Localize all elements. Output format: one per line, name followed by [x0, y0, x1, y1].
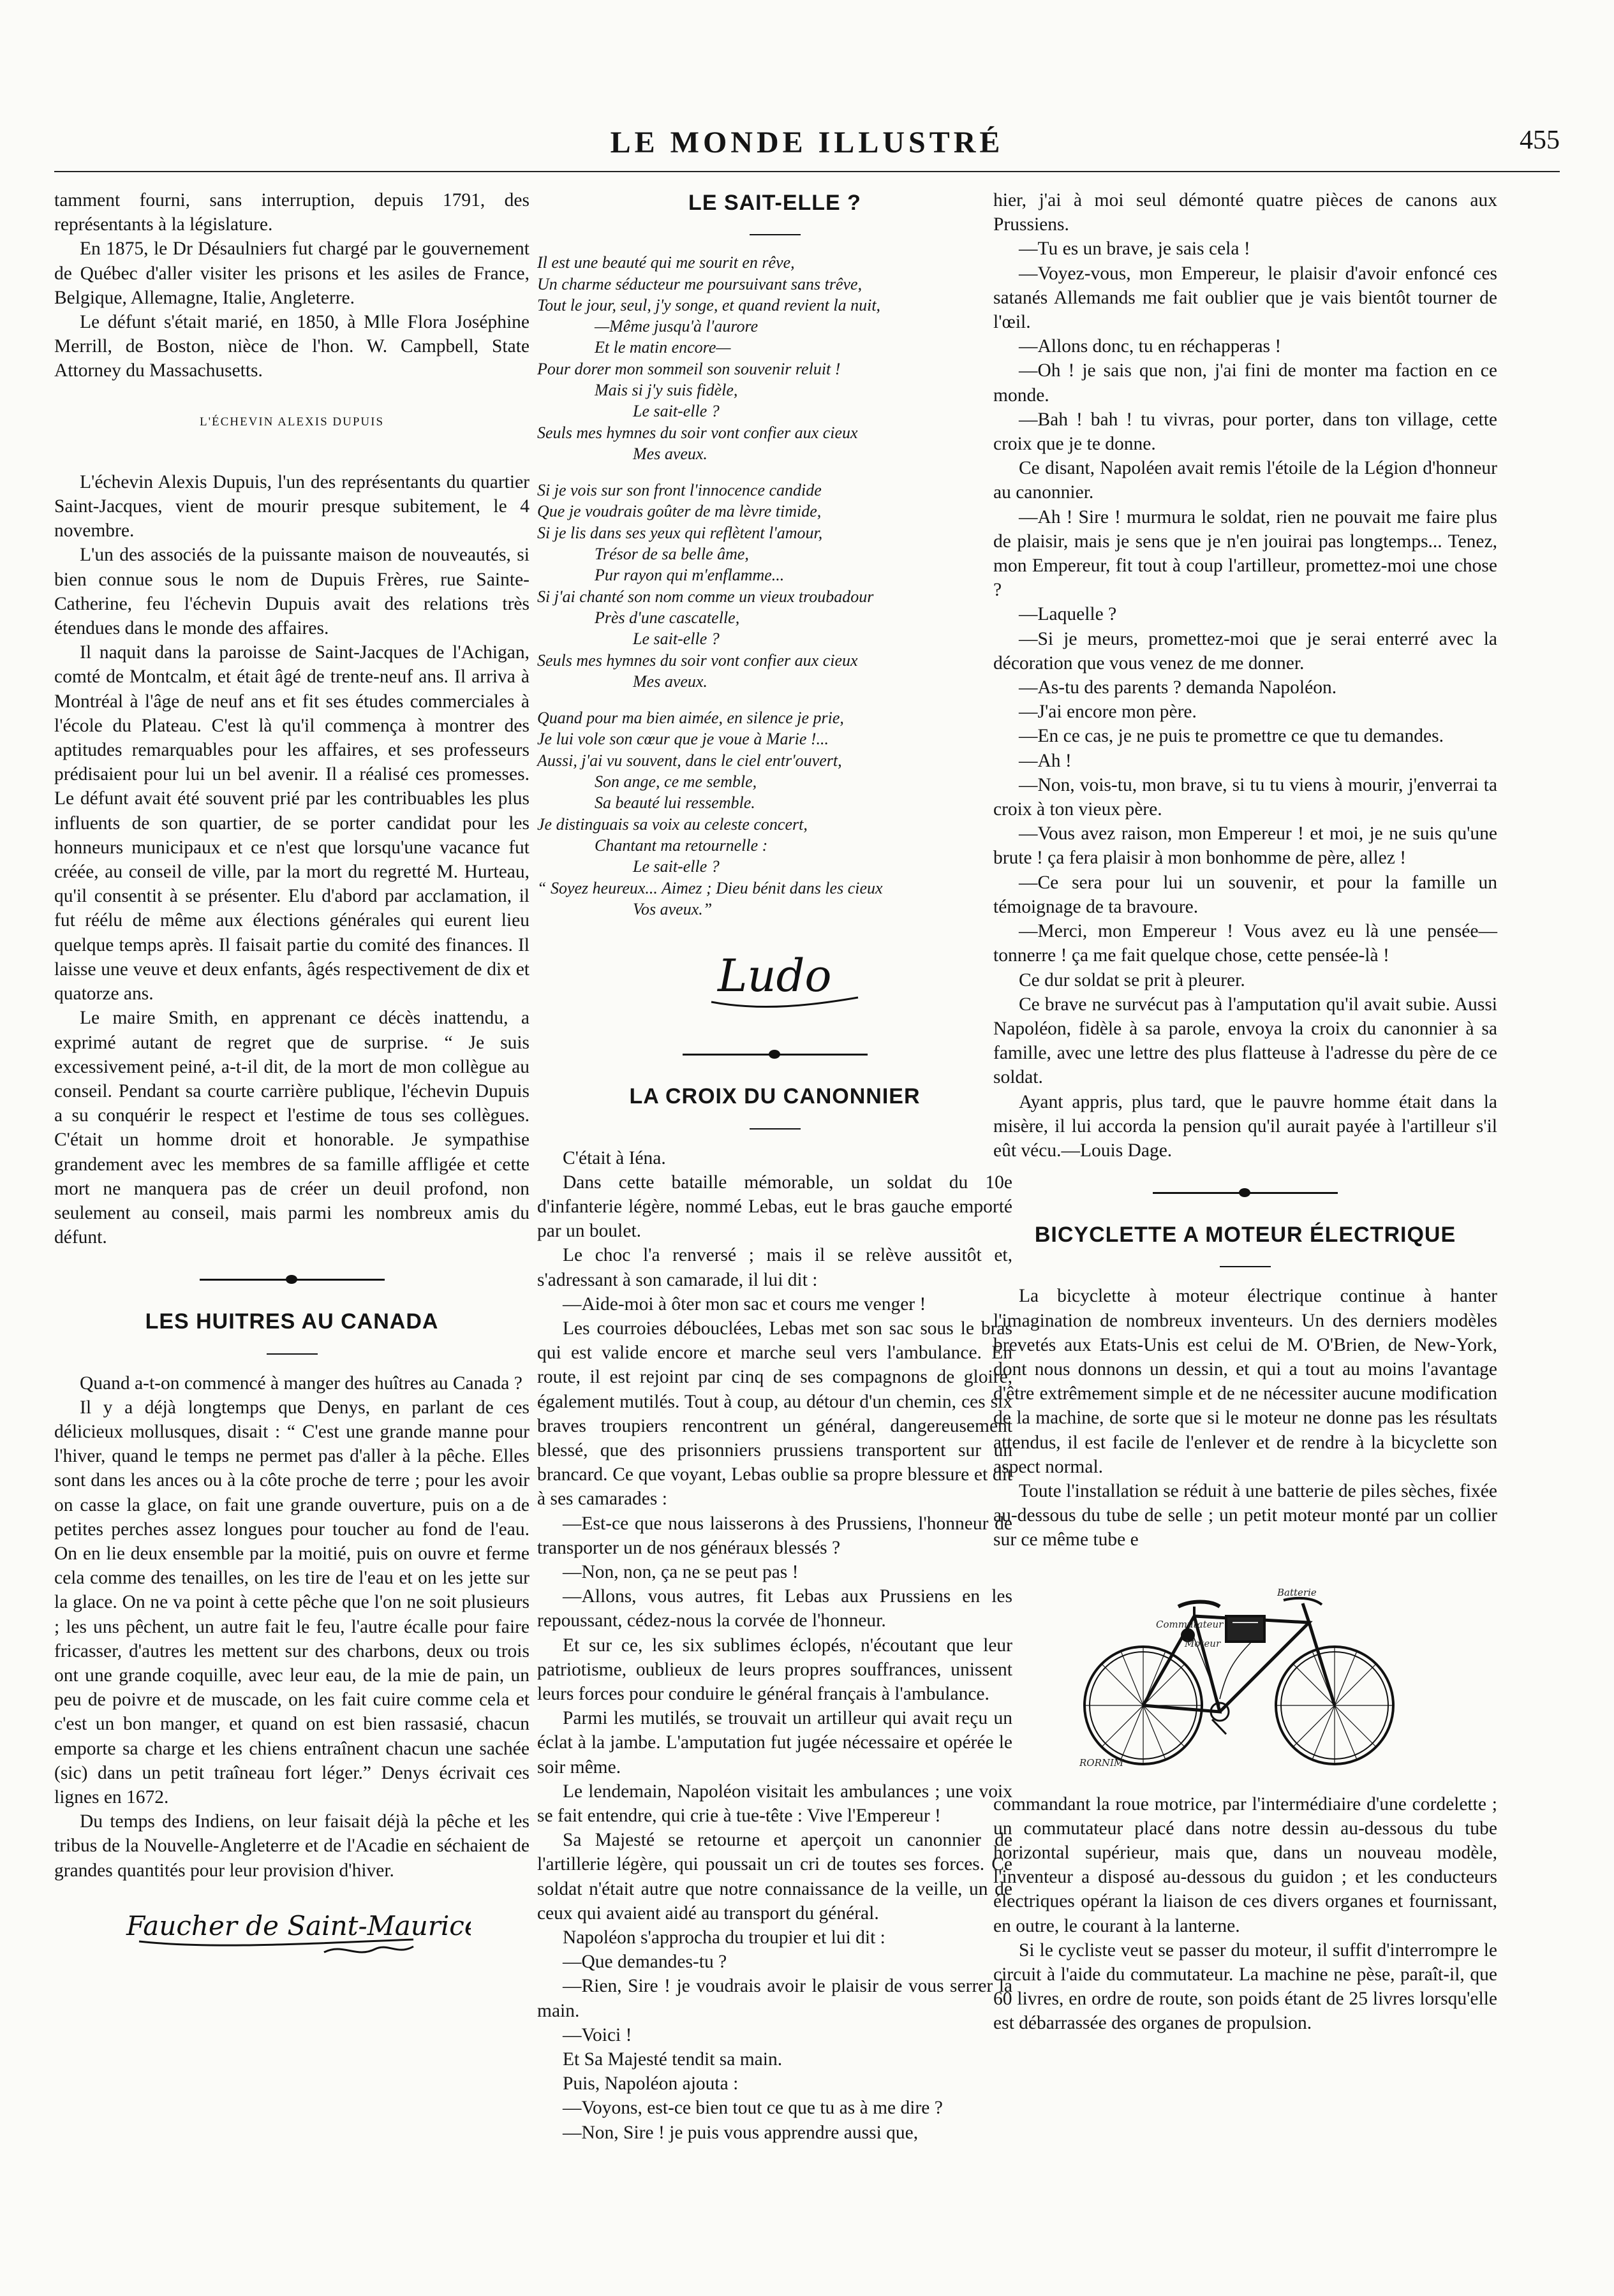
paragraph: C'était à Iéna.	[563, 1147, 666, 1168]
paragraph: Il y a déjà longtemps que Denys, en parlant de ces délicieux mollusques, disait : “ C'est une grande manne pour l'hiver, quand le temps ne permet pas d'aller à la pêche. Elles sont dans les ances ou à la côte proche de terre ; pour les avoir on casse la glace, on fait une grande ouverture, puis on a de petites perches assez longues pour toucher au fond de l'eau. On en lie deux ensemble par la moitié, puis on ouvre et ferme cela comme des tenailles, on les tire de l'eau et on les jette sur la glace. On ne va point à cette pêche que l'on ne soit plusieurs ; les uns pêchent, un autre fait le feu, l'autre écalle pour faire fricasser, d'autres les mettent sur des charbons, deux ou trois ont une grande coquille, avec leur eau, de la mie de pain, un peu de poivre et de muscade, on les fait cuire comme cela et c'est un bon manger, et quand on est bien rassasié, chacun emporte sa charge et les chiens entraînent chacun une sachée (sic) dans un petit traîneau fort léger.” Denys écrivait ces lignes en 1672.	[54, 1397, 529, 1807]
paragraph: tamment fourni, sans interruption, depuis 1791, des représentants à la législature.	[54, 190, 529, 235]
paragraph: —Voici !	[563, 2024, 632, 2045]
paragraph: Si le cycliste veut se passer du moteur, il suffit d'interrompre le circuit à l'aide du commutateur. La machine ne pèse, paraît-il, que 60 livres, en ordre de route, son poids étant de 25 livres lorsqu'elle est débarrassée des organes de propulsion.	[993, 1939, 1497, 2034]
paragraph: Les courroies débouclées, Lebas met son sac sous le bras qui est valide encore et marche seul vers l'ambulance. En route, il est rejoint par cinq de ses compagnons de gloire, également mutilés. Tout à coup, au détour d'un chemin, ces six braves troupiers rencontrent un général, dangereusement blessé, que des prisonniers prussiens transportent sur un brancard. Ce que voyant, Lebas oublie sa propre blessure et dit à ses camarades :	[537, 1318, 1012, 1510]
column-3	[993, 188, 1497, 2036]
poem-stanza	[537, 480, 1012, 692]
paragraph: —Allons, vous autres, fit Lebas aux Prussiens en les repoussant, cédez-nous la corvée de l'honneur.	[537, 1586, 1012, 1631]
paragraph: —Allons donc, tu en réchapperas !	[1019, 336, 1282, 357]
paragraph: Puis, Napoléon ajouta :	[563, 2073, 739, 2094]
section-heading: BICYCLETTE A MOTEUR ÉLECTRIQUE	[1034, 1223, 1456, 1247]
paragraph: —Est-ce que nous laisserons à des Prussiens, l'honneur de transporter un de nos généraux blessés ?	[537, 1513, 1012, 1558]
paragraph: —Voyez-vous, mon Empereur, le plaisir d'avoir enfoncé ces satanés Allemands me fait oublier que je vais bientôt tourner de l'œil.	[993, 263, 1497, 333]
label-commutator: Commutateur	[1156, 1618, 1224, 1630]
paragraph: Le maire Smith, en apprenant ce décès inattendu, a exprimé autant de regret que de surprise. “ Je suis excessivement peiné, a-t-il dit, de la mort de mon collègue au conseil. Pendant sa courte carrière publique, l'échevin Dupuis a su conquérir le respect et l'estime de tous ses collègues. C'était un homme droit et honorable. Je sympathise grandement avec les membres de sa famille affligée et cette mort ne manquera pas de créer un deuil profond, non seulement au conseil, mais parmi les nombreux amis du défunt.	[54, 1008, 529, 1248]
paragraph: Il naquit dans la paroisse de Saint-Jacques de l'Achigan, comté de Montcalm, et était âgé de trente-neuf ans. Il arriva à Montréal à l'âge de neuf ans et fit ses études commerciales à l'école du Plateau. C'est là qu'il commença à montrer des aptitudes remarquables pour les affaires, et ses professeurs prédisaient pour lui un bel avenir. Il a réalisé ces promesses. Le défunt avait été souvent prié par les contribuables les plus influents de son quartier, de se porter candidat pour les honneurs municipaux et ce n'est que lorsqu'une vacance fut créée, au conseil de ville, par la mort du regretté M. Hurteau, qu'il consentit à se présenter. Elu d'abord par acclamation, il fut réélu de même aux élections générales qui eurent lieu quelque temps après. Il faisait partie du comité des finances. Il laisse une veuve et deux enfants, âgés respectivement de dix et quatorze ans.	[54, 642, 529, 1004]
poem-line: —Même jusqu'à l'aurore	[595, 317, 759, 336]
poem-line: Si je lis dans ses yeux qui reflètent l'amour,	[537, 523, 823, 542]
paragraph: La bicyclette à moteur électrique continue à hanter l'imagination de nombreux inventeurs. Un des derniers modèles brevetés aux Etats-Unis est celui de M. O'Brien, de New-York, dont nous donnons un dessin, et qui a tout au moins l'avantage d'être extrêmement simple et de ne nécessiter aucune modification de la machine, de sorte que si le moteur ne donne pas les résultats attendus, il est facile de l'enlever et de rendre à la bicyclette son aspect normal.	[993, 1286, 1497, 1477]
page-number: 455	[1520, 126, 1560, 155]
poem-line: Près d'une cascatelle,	[595, 608, 740, 627]
paragraph: Ayant appris, plus tard, que le pauvre homme était dans la misère, il lui accorda la pension qu'il aurait payée à l'artilleur s'il eût vécu.—Louis Dage.	[993, 1091, 1497, 1161]
paragraph: Parmi les mutilés, se trouvait un artilleur qui avait reçu un éclat à la jambe. L'amputation fut jugée nécessaire et opérée le soir même.	[537, 1708, 1012, 1777]
paragraph: L'échevin Alexis Dupuis, l'un des représentants du quartier Saint-Jacques, vient de mourir presque subitement, le 4 novembre.	[54, 471, 529, 541]
ornamental-divider	[200, 1275, 385, 1284]
section-heading: LES HUITRES AU CANADA	[145, 1309, 439, 1334]
paragraph: Ce dur soldat se prit à pleurer.	[1019, 969, 1245, 990]
paragraph: —As-tu des parents ? demanda Napoléon.	[1019, 677, 1337, 698]
poem-line: Il est une beauté qui me sourit en rêve,	[537, 253, 795, 272]
poem-line: Aussi, j'ai vu souvent, dans le ciel entr'ouvert,	[537, 751, 842, 770]
section-heading: LA CROIX DU CANONNIER	[629, 1084, 921, 1109]
paragraph: Du temps des Indiens, on leur faisait déjà la pêche et les tribus de la Nouvelle-Angleterre et de l'Acadie en séchaient de grandes quantités pour leur provision d'hiver.	[54, 1811, 529, 1881]
poem-line: Et le matin encore—	[595, 338, 731, 357]
masthead	[54, 120, 1560, 172]
poem-line: Son ange, ce me semble,	[595, 772, 757, 791]
paragraph: L'un des associés de la puissante maison de nouveautés, si bien connue sous le nom de Dupuis Frères, rue Sainte-Catherine, feu l'échevin Dupuis avait des relations très étendues dans le monde des affaires.	[54, 545, 529, 639]
label-motor: Moteur	[1185, 1637, 1221, 1649]
paragraph: —Rien, Sire ! je voudrais avoir le plaisir de vous serrer la main.	[537, 1976, 1012, 2021]
poem-line: Que je voudrais goûter de ma lèvre timide,	[537, 502, 822, 521]
poem-line: Sa beauté lui ressemble.	[595, 793, 755, 813]
paragraph: Dans cette bataille mémorable, un soldat du 10e d'infanterie légère, nommé Lebas, eut le bras gauche emporté par un boulet.	[537, 1172, 1012, 1242]
paragraph: —Oh ! je sais que non, j'ai fini de monter ma faction en ce monde.	[993, 360, 1497, 406]
paragraph: hier, j'ai à moi seul démonté quatre pièces de canons aux Prussiens.	[993, 190, 1497, 235]
paragraph: —Non, vois-tu, mon brave, si tu tu viens à mourir, j'enverrai ta croix à ton vieux père.	[993, 774, 1497, 820]
paragraph: Le défunt s'était marié, en 1850, à Mlle Flora Joséphine Merrill, de Boston, nièce de l'hon. W. Campbell, State Attorney du Massachusetts.	[54, 312, 529, 381]
section-subheading: L'ÉCHEVIN ALEXIS DUPUIS	[199, 415, 385, 429]
paragraph: —Bah ! bah ! tu vivras, pour porter, dans ton village, cette croix que je te donne.	[993, 409, 1497, 455]
croix-article	[537, 1146, 1012, 2145]
paragraph: —En ce cas, je ne puis te promettre ce que tu demandes.	[1019, 726, 1444, 747]
paragraph: Le choc l'a renversé ; mais il se relève aussitôt et, s'adressant à son camarade, il lui dit :	[537, 1245, 1012, 1290]
poem-line: Mes aveux.	[633, 444, 707, 463]
poem-line: Je distinguais sa voix au celeste concert,	[537, 814, 808, 834]
heading-rule	[267, 1353, 318, 1355]
poem-line: Le sait-elle ?	[633, 402, 720, 421]
handwritten-signature-ludo	[673, 935, 877, 1018]
paragraph: —Aide-moi à ôter mon sac et cours me venger !	[563, 1293, 926, 1314]
poem-line: Je lui vole son cœur que je voue à Marie !...	[537, 730, 829, 749]
ornamental-divider	[1153, 1188, 1338, 1197]
label-battery: Batterie	[1277, 1586, 1317, 1598]
signature-faucher	[54, 1904, 529, 1968]
poem-line: Chantant ma retournelle :	[595, 835, 768, 855]
column-1	[54, 188, 529, 1968]
paragraph: Et sur ce, les six sublimes éclopés, n'écoutant que leur patriotisme, oublieux de leurs propres souffrances, unissent leurs forces pour conduire le général français à l'ambulance.	[537, 1635, 1012, 1704]
paragraph: En 1875, le Dr Désaulniers fut chargé par le gouvernement de Québec d'aller visiter les prisons et les asiles de France, Belgique, Allemagne, Italie, Angleterre.	[54, 239, 529, 308]
heading-rule	[1220, 1266, 1271, 1267]
paragraph: —Merci, mon Empereur ! Vous avez eu là une pensée—tonnerre ! ça me fait quelque chose, cette pensée-là !	[993, 921, 1497, 966]
paragraph: —Ah !	[1019, 750, 1072, 771]
paragraph: —Laquelle ?	[1019, 604, 1117, 625]
electric-bicycle-illustration	[1067, 1571, 1424, 1769]
croix-article-continued	[993, 188, 1497, 1163]
paragraph: —Voyons, est-ce bien tout ce que tu as à me dire ?	[563, 2098, 943, 2119]
column-2	[537, 188, 1012, 2145]
poem	[537, 252, 1012, 920]
artist-signature: RORNIM	[1079, 1756, 1124, 1769]
poem-line: Le sait-elle ?	[633, 857, 720, 876]
ornamental-divider	[683, 1050, 868, 1059]
paragraph: commandant la roue motrice, par l'intermédiaire d'une cordelette ; un commutateur placé dans notre dessin au-dessous du tube horizontal supérieur, mais que, dans un nouveau modèle, l'inventeur a disposé au-dessous du guidon ; et les conducteurs électriques opérant la liaison de ces divers organes et fournissant, en outre, le courant à la lanterne.	[993, 1793, 1497, 1936]
paragraph: Sa Majesté se retourne et aperçoit un canonnier de l'artillerie légère, qui poussait un cri de toutes ses forces. Ce soldat n'était autre que notre connaissance de la veille, un de ceux qui avaient aidé au transport du général.	[537, 1830, 1012, 1924]
poem-signature	[537, 935, 1012, 1024]
paragraph: —Tu es un brave, je sais cela !	[1019, 239, 1250, 260]
signature-text: Faucher de Saint-Maurice	[126, 1910, 471, 1941]
paragraph: Le lendemain, Napoléon visitait les ambulances ; une voix se fait entendre, qui crie à tue-tête : Vive l'Empereur !	[537, 1781, 1012, 1826]
paragraph: —Que demandes-tu ?	[563, 1952, 727, 1973]
handwritten-signature	[114, 1904, 471, 1962]
poem-line: Tout le jour, seul, j'y songe, et quand revient la nuit,	[537, 295, 881, 314]
poem-line: Un charme séducteur me poursuivant sans trêve,	[537, 274, 863, 293]
poem-line: Seuls mes hymnes du soir vont confier aux cieux	[537, 651, 858, 670]
heading-rule	[750, 1128, 801, 1130]
paragraph: —Si je meurs, promettez-moi que je serai enterré avec la décoration que vous venez de me donner.	[993, 628, 1497, 673]
poem-line: Pur rayon qui m'enflamme...	[595, 566, 785, 585]
poem-line: Quand pour ma bien aimée, en silence je prie,	[537, 709, 844, 728]
paragraph: —Vous avez raison, mon Empereur ! et moi, je ne suis qu'une brute ! ça fera plaisir à mon bonhomme de père, allez !	[993, 823, 1497, 869]
paragraph: Napoléon s'approcha du troupier et lui dit :	[563, 1927, 885, 1948]
poem-stanza	[537, 707, 1012, 920]
paragraph: Quand a-t-on commencé à manger des huîtres au Canada ?	[80, 1372, 522, 1394]
paragraph: —Ce sera pour lui un souvenir, et pour la famille un témoignage de ta bravoure.	[993, 872, 1497, 917]
paragraph: Ce brave ne survécut pas à l'amputation qu'il avait subie. Aussi Napoléon, fidèle à sa parole, envoya la croix du canonnier à sa famille, avec une lettre des plus flatteuse à l'adresse du père de ce soldat.	[993, 994, 1497, 1088]
paragraph: —Ah ! Sire ! murmura le soldat, rien ne pouvait me faire plus de plaisir, mais je sens que je n'en jouirai pas longtemps... Tenez, mon Empereur, fit tout à coup l'artilleur, promettez-moi une chose ?	[993, 506, 1497, 601]
heading-rule	[750, 234, 801, 235]
poem-line: Si je vois sur son front l'innocence candide	[537, 481, 822, 500]
paragraph: —Non, non, ça ne se peut pas !	[563, 1561, 799, 1582]
poem-line: Si j'ai chanté son nom comme un vieux troubadour	[537, 587, 874, 606]
poem-line: Trésor de sa belle âme,	[595, 545, 749, 564]
battery-box	[1226, 1616, 1264, 1642]
poem-line: Seuls mes hymnes du soir vont confier aux cieux	[537, 423, 858, 442]
signature-text: Ludo	[717, 950, 832, 1003]
poem-line: Le sait-elle ?	[633, 629, 720, 649]
poem-line: “ Soyez heureux... Aimez ; Dieu bénit dans les cieux	[537, 878, 883, 897]
paragraph: —J'ai encore mon père.	[1019, 702, 1197, 723]
poem-line: Mes aveux.	[633, 672, 707, 691]
paragraph: Ce disant, Napoléen avait remis l'étoile de la Légion d'honneur au canonnier.	[993, 458, 1497, 503]
publication-title: LE MONDE ILLUSTRÉ	[610, 126, 1004, 159]
poem-stanza	[537, 252, 1012, 464]
paragraph: —Non, Sire ! je puis vous apprendre aussi que,	[563, 2122, 919, 2143]
paragraph: Toute l'installation se réduit à une batterie de piles sèches, fixée au-dessous du tube de selle ; un petit moteur monté par un collier sur ce même tube e	[993, 1480, 1497, 1550]
poem-line: Pour dorer mon sommeil son souvenir reluit !	[537, 359, 841, 378]
poem-title: LE SAIT-ELLE ?	[688, 191, 861, 215]
paragraph: Et Sa Majesté tendit sa main.	[563, 2049, 783, 2070]
poem-line: Vos aveux.”	[633, 899, 713, 918]
poem-line: Mais si j'y suis fidèle,	[595, 380, 738, 399]
